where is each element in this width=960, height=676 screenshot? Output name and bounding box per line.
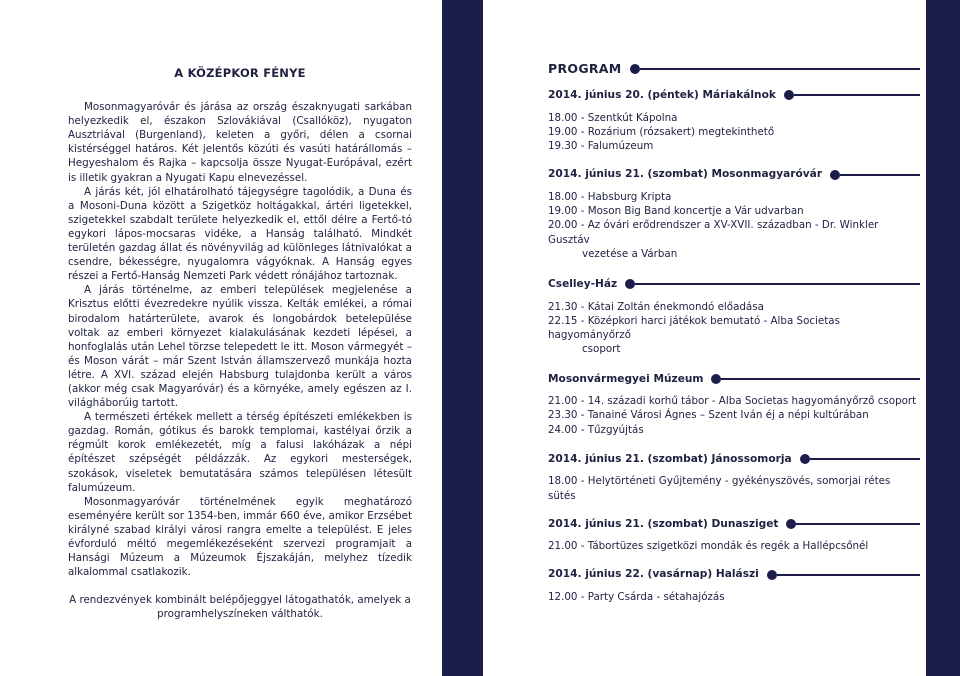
section-heading: Cselley-Ház <box>548 278 618 291</box>
list-item <box>548 111 920 125</box>
bullet-dot-icon <box>786 519 796 529</box>
program-section <box>548 88 920 153</box>
program-section <box>548 567 920 604</box>
program-section <box>548 372 920 437</box>
page-title: A KÖZÉPKOR FÉNYE <box>174 66 306 80</box>
program-column <box>548 62 920 604</box>
divider-line <box>640 68 920 70</box>
entry-text: 18.00 - Habsburg Kripta <box>548 190 672 203</box>
entry-continuation: csoport <box>582 343 621 356</box>
entry-list <box>548 190 920 261</box>
entry-text: 12.00 - Party Csárda - sétahajózás <box>548 590 725 603</box>
divider-line <box>796 523 920 525</box>
divider-line <box>777 574 920 576</box>
bullet-dot-icon <box>830 170 840 180</box>
paragraph-2: A járás két, jól elhatárolható tájegységre tagolódik, a Duna és a Mosoni-Duna között a Szigetköz holtágakkal, ártéri ligetekkel, szigetekkel szabdalt területe helyezkedik el, ettől délre a Fertő-tó egykori lápos-mocsaras vidéke, a Hanság található. Mindkét területén gazdag állat és növényvilág ad különleges látnivalókat a csendre, békességre, nyugalomra vágyóknak. A Hanság egyes részei a Fertő-Hanság Nemzeti Park védett rónájához tartoznak. <box>68 185 412 283</box>
left-column <box>68 66 412 621</box>
section-heading-row <box>548 277 920 291</box>
list-item <box>548 539 920 553</box>
bullet-dot-icon <box>784 90 794 100</box>
entry-text: 23.30 - Tanainé Városi Ágnes – Szent Iván éj a népi kultúrában <box>548 409 869 422</box>
list-item <box>548 190 920 204</box>
bullet-dot-icon <box>711 374 721 384</box>
entry-text: 19.00 - Moson Big Band koncertje a Vár udvarban <box>548 205 804 218</box>
section-heading: Mosonvármegyei Múzeum <box>548 372 704 385</box>
right-edge-band <box>926 0 960 676</box>
list-item <box>548 139 920 153</box>
entry-text: 21.00 - Tábortüzes szigetközi mondák és regék a Hallépcsőnél <box>548 540 869 553</box>
paragraph-4: A természeti értékek mellett a térség építészeti emlékekben is gazdag. Román, gótikus és barokk templomai, kastélyai őrzik a régmúlt korok emlékezetét, míg a falusi lakóházak a népi építészet szépségét példázzák. Az egykori mesterségek, szokások, viseletek bemutatására számos településen létesült falumúzeum. <box>68 411 412 494</box>
bullet-dot-icon <box>630 64 640 74</box>
entry-text: 19.00 - Rozárium (rózsakert) megtekinthető <box>548 125 775 138</box>
list-item <box>548 204 920 218</box>
bullet-dot-icon <box>767 570 777 580</box>
entry-text: 18.00 - Szentkút Kápolna <box>548 111 678 124</box>
section-heading-row <box>548 88 920 102</box>
divider-line <box>721 378 920 380</box>
list-item <box>548 394 920 408</box>
entry-text: 21.00 - 14. századi korhű tábor - Alba Societas hagyományőrző csoport <box>548 395 917 408</box>
divider-line <box>794 94 920 96</box>
section-heading: 2014. június 21. (szombat) Dunasziget <box>548 517 779 530</box>
section-heading-row <box>548 372 920 386</box>
list-item <box>548 423 920 437</box>
entry-continuation: vezetése a Várban <box>582 247 678 260</box>
entry-list <box>548 111 920 154</box>
entry-list <box>548 394 920 437</box>
entry-text: 18.00 - Helytörténeti Gyűjtemény - gyékényszövés, somorjai rétes sütés <box>548 475 891 502</box>
entry-text: 20.00 - Az óvári erődrendszer a XV-XVII. században - Dr. Winkler Gusztáv <box>548 219 879 246</box>
divider-line <box>635 283 920 285</box>
bullet-dot-icon <box>800 454 810 464</box>
section-heading-row <box>548 567 920 581</box>
list-item <box>548 125 920 139</box>
center-fold-band <box>442 0 483 676</box>
divider-line <box>840 174 920 176</box>
entry-list <box>548 474 920 503</box>
entry-list <box>548 590 920 604</box>
entry-text: 19.30 - Falumúzeum <box>548 140 654 153</box>
paragraph-3: A járás történelme, az emberi települések megjelenése a Krisztus előtti évezredekre nyúlik vissza. Kelták emlékei, a római birodalom határterülete, avarok és longobárdok betelepülése voltak az emberi környezet kialakulásának kezdeti lépései, a honfoglalás után Lehel törzse telepedett le itt. Moson vármegyét – és Moson várát – már Szent István államszervező munkája hozta létre. A XVI. század elején Habsburg tulajdonba került a város (akkor még csak Magyaróvár) és a környéke, amely egészen az I. világháborúig tartott. <box>68 284 412 410</box>
list-item <box>548 408 920 422</box>
section-heading-row <box>548 167 920 181</box>
bullet-dot-icon <box>625 279 635 289</box>
list-item <box>548 474 920 503</box>
list-item <box>548 314 920 357</box>
closing-note: A rendezvények kombinált belépőjeggyel látogathatók, amelyek a programhelyszíneken válthatók. <box>69 594 411 621</box>
section-heading: 2014. június 21. (szombat) Jánossomorja <box>548 452 792 465</box>
entry-list <box>548 539 920 553</box>
program-title: PROGRAM <box>548 61 622 76</box>
left-margin <box>0 0 43 676</box>
program-section <box>548 517 920 554</box>
section-heading: 2014. június 20. (péntek) Máriakálnok <box>548 89 776 102</box>
program-section <box>548 277 920 356</box>
divider-line <box>810 458 920 460</box>
list-item <box>548 218 920 261</box>
section-heading-row <box>548 517 920 531</box>
paragraph-5: Mosonmagyaróvár történelmének egyik meghatározó eseményére került sor 1354-ben, immár 660 éve, amikor Erzsébet királyné szabad királyi városi rangra emelte a települést. E jeles évforduló méltó megemlékezéseként szervezi programjait a Hansági Múzeum a Múzeumok Éjszakáján, melyhez tízedik alkalommal csatlakozik. <box>68 495 412 579</box>
paragraph-1: Mosonmagyaróvár és járása az ország északnyugati sarkában helyezkedik el, északon Szlovákiával (Csallóköz), nyugaton Ausztriával (Burgenland), keleten a győri, délen a csornai kistérséggel határos. Két jelentős közúti és vasúti határállomás – Hegyeshalom és Rajka – kapcsolja össze Nyugat-Európával, ezért is illetik gyakran a Nyugati Kapu elnevezéssel. <box>68 101 412 184</box>
section-heading: 2014. június 22. (vasárnap) Halászi <box>548 568 759 581</box>
list-item <box>548 590 920 604</box>
program-section <box>548 452 920 503</box>
entry-text: 21.30 - Kátai Zoltán énekmondó előadása <box>548 300 764 313</box>
entry-list <box>548 300 920 357</box>
program-header <box>548 62 920 76</box>
program-sections <box>548 88 920 604</box>
entry-text: 24.00 - Tűzgyújtás <box>548 423 644 436</box>
section-heading-row <box>548 452 920 466</box>
section-heading: 2014. június 21. (szombat) Mosonmagyaróvár <box>548 168 823 181</box>
entry-text: 22.15 - Középkori harci játékok bemutató - Alba Societas hagyományőrző <box>548 314 840 342</box>
program-section <box>548 167 920 261</box>
list-item <box>548 300 920 314</box>
